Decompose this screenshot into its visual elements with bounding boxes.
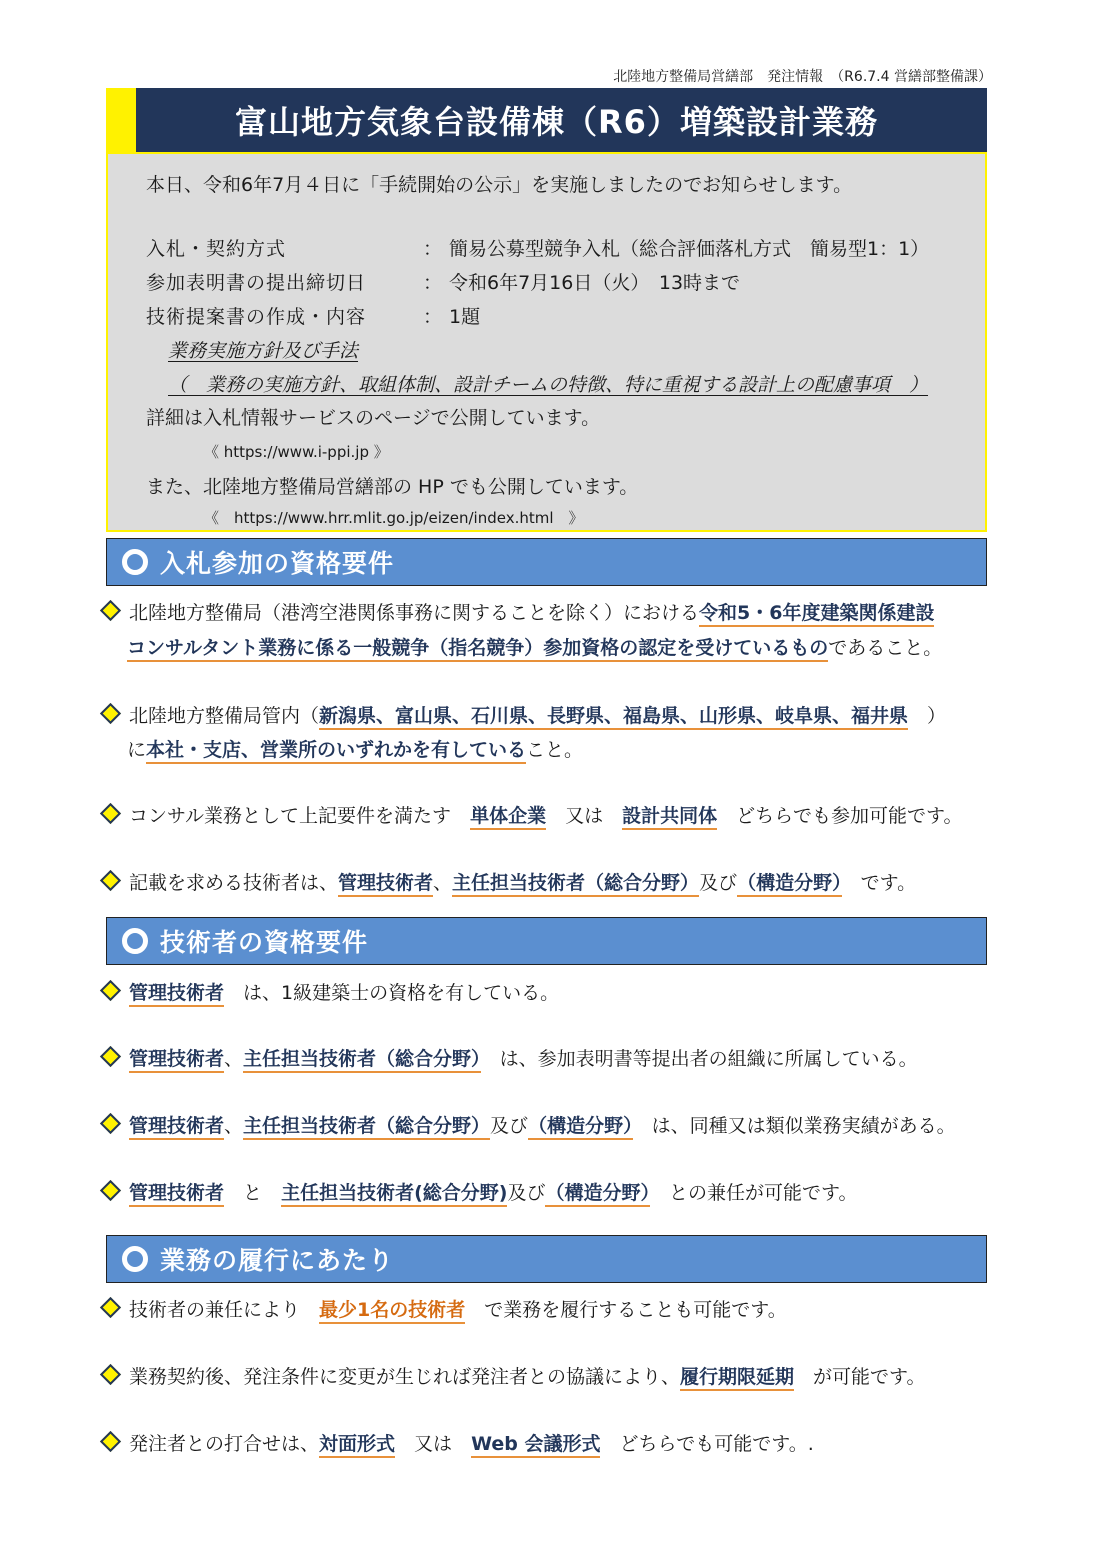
list-item xyxy=(100,597,934,630)
diamond-icon xyxy=(100,703,121,724)
text: 及び xyxy=(699,872,738,894)
text: どちらでも可能です。. xyxy=(619,1433,814,1455)
text: と xyxy=(243,1182,263,1204)
list-item-continuation xyxy=(100,632,942,665)
title-banner xyxy=(106,88,987,152)
highlight: 管理技術者 xyxy=(129,1115,224,1140)
highlight: 管理技術者 xyxy=(338,872,433,897)
info-row-label: 入札・契約方式 xyxy=(146,238,287,260)
text: 、 xyxy=(224,1115,244,1137)
section-title: 技術者の資格要件 xyxy=(160,928,369,957)
diamond-icon xyxy=(100,600,121,621)
highlight: 履行期限延期 xyxy=(680,1366,794,1391)
text: は、1級建築士の資格を有している。 xyxy=(243,982,560,1004)
list-item xyxy=(100,1428,814,1461)
highlight: 管理技術者 xyxy=(129,1182,224,1207)
section-title: 業務の履行にあたり xyxy=(160,1246,395,1275)
highlight: （構造分野） xyxy=(737,872,842,897)
info-colon: ： xyxy=(423,238,443,260)
highlight: 対面形式 xyxy=(319,1433,395,1458)
diamond-icon xyxy=(100,980,121,1001)
text: 記載を求める技術者は、 xyxy=(129,872,339,894)
circle-icon xyxy=(122,928,148,954)
info-row xyxy=(146,234,929,261)
highlight: 主任担当技術者（総合分野） xyxy=(243,1115,490,1140)
highlight: 設計共同体 xyxy=(622,805,717,830)
text: 業務契約後、発注条件に変更が生じれば発注者との協議により、 xyxy=(129,1366,681,1388)
theme-title: 業務実施方針及び手法 xyxy=(168,340,359,362)
diamond-icon xyxy=(100,1364,121,1385)
highlight: Web 会議形式 xyxy=(471,1433,600,1458)
section-title: 入札参加の資格要件 xyxy=(160,549,395,578)
theme-detail: （ 業務の実施方針、取組体制、設計チームの特徴、特に重視する設計上の配慮事項 ） xyxy=(168,374,929,396)
highlight: （構造分野） xyxy=(545,1182,650,1207)
url-ippi-link[interactable]: 《 https://www.i-ppi.jp 》 xyxy=(204,443,389,461)
info-row-value: 1題 xyxy=(449,306,481,328)
list-item xyxy=(100,867,916,900)
highlight: 単体企業 xyxy=(470,805,546,830)
text: 及び xyxy=(490,1115,529,1137)
text: は、同種又は類似業務実績がある。 xyxy=(651,1115,956,1137)
text: が可能です。 xyxy=(813,1366,926,1388)
text: 発注者との打合せは、 xyxy=(129,1433,320,1455)
text: です。 xyxy=(860,872,917,894)
text: どちらでも参加可能です。 xyxy=(736,805,963,827)
highlight: 管理技術者 xyxy=(129,1048,224,1073)
text: 又は xyxy=(565,805,604,827)
text: 、 xyxy=(224,1048,244,1070)
diamond-icon xyxy=(100,1297,121,1318)
list-item xyxy=(100,800,962,833)
text: こと。 xyxy=(526,739,584,761)
info-row xyxy=(146,268,740,295)
circle-icon xyxy=(122,549,148,575)
diamond-icon xyxy=(100,1113,121,1134)
list-item xyxy=(100,977,559,1010)
text: で業務を履行することも可能です。 xyxy=(484,1299,787,1321)
text: 北陸地方整備局管内（ xyxy=(129,705,320,727)
info-colon: ： xyxy=(423,272,443,294)
diamond-icon xyxy=(100,1431,121,1452)
list-item xyxy=(100,1177,857,1210)
circle-icon xyxy=(122,1246,148,1272)
highlight: 管理技術者 xyxy=(129,982,224,1007)
list-item xyxy=(100,1294,787,1327)
url-hrr-link[interactable]: 《 https://www.hrr.mlit.go.jp/eizen/index.html 》 xyxy=(204,509,584,527)
list-item xyxy=(100,1361,926,1394)
text: 及び xyxy=(507,1182,546,1204)
diamond-icon xyxy=(100,1180,121,1201)
list-item-continuation xyxy=(100,734,583,767)
text: に xyxy=(127,739,147,761)
page-title: 富山地方気象台設備棟（R6）増築設計業務 xyxy=(235,103,878,141)
highlight: 令和5・6年度建築関係建設 xyxy=(699,602,934,627)
highlight: （構造分野） xyxy=(528,1115,633,1140)
list-item xyxy=(100,1043,918,1076)
text: 又は xyxy=(414,1433,453,1455)
text: は、参加表明書等提出者の組織に所属している。 xyxy=(499,1048,918,1070)
title-accent-bar xyxy=(106,88,136,152)
header-note: 北陸地方整備局営繕部 発注情報 （R6.7.4 営繕部整備課） xyxy=(613,69,992,85)
info-row-label: 技術提案書の作成・内容 xyxy=(146,306,367,328)
highlight: 本社・支店、営業所のいずれかを有している xyxy=(146,739,526,764)
section-engineer-requirements xyxy=(106,917,987,965)
text: ） xyxy=(927,705,947,727)
detail-text: 詳細は入札情報サービスのページで公開しています。 xyxy=(146,407,601,429)
highlight: 主任担当技術者（総合分野） xyxy=(452,872,699,897)
text: 北陸地方整備局（港湾空港関係事務に関することを除く）における xyxy=(129,602,700,624)
info-row-value: 令和6年7月16日（火） 13時まで xyxy=(449,272,741,294)
announcement: 本日、令和6年7月４日に「手続開始の公示」を実施しましたのでお知らせします。 xyxy=(146,174,853,196)
diamond-icon xyxy=(100,803,121,824)
highlight: 主任担当技術者(総合分野) xyxy=(281,1182,507,1207)
info-row-value: 簡易公募型競争入札（総合評価落札方式 簡易型1：1） xyxy=(449,238,930,260)
info-colon: ： xyxy=(423,306,443,328)
text: との兼任が可能です。 xyxy=(668,1182,858,1204)
list-item xyxy=(100,700,946,733)
text: 、 xyxy=(433,872,453,894)
text: コンサル業務として上記要件を満たす xyxy=(129,805,452,827)
text: であること。 xyxy=(828,637,943,659)
highlight: コンサルタント業務に係る一般競争（指名競争）参加資格の認定を受けているもの xyxy=(127,637,828,662)
section-execution xyxy=(106,1235,987,1283)
diamond-icon xyxy=(100,1046,121,1067)
highlight: 最少1名の技術者 xyxy=(319,1299,465,1324)
info-row xyxy=(146,302,480,329)
info-row-label: 参加表明書の提出締切日 xyxy=(146,272,367,294)
section-bid-requirements xyxy=(106,538,987,586)
list-item xyxy=(100,1110,956,1143)
diamond-icon xyxy=(100,870,121,891)
highlight: 新潟県、富山県、石川県、長野県、福島県、山形県、岐阜県、福井県 xyxy=(319,705,908,730)
hp-text: また、北陸地方整備局営繕部の HP でも公開しています。 xyxy=(146,476,639,498)
info-box xyxy=(106,152,987,532)
text: 技術者の兼任により xyxy=(129,1299,301,1321)
highlight: 主任担当技術者（総合分野） xyxy=(243,1048,481,1073)
